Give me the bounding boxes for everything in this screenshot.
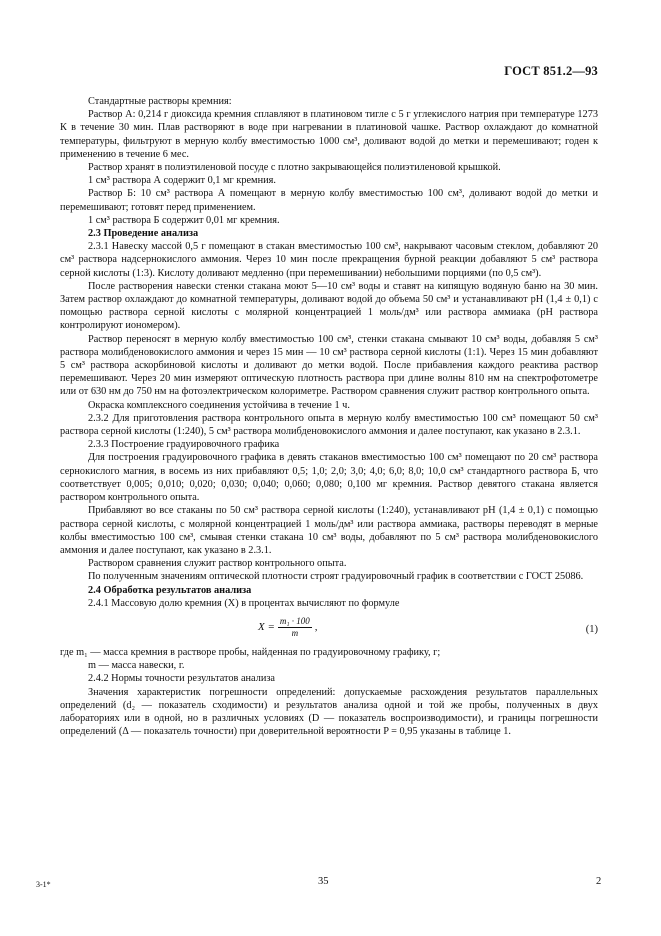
paragraph: 2.3.1 Навеску массой 0,5 г помещают в стакан вместимостью 100 см³, накрывают часовым стеклом, добавляют 20 см³ раствора надсернокислого аммония. Через 10 мин после прекращения бурной реакции добавляют 5 см³ раствора серной кислоты (1:3). Кислоту доливают медленно (при перемешивании) небольшими порциями (по 0,5 см³). [60, 241, 598, 279]
document-body [60, 95, 598, 738]
formula-lhs: X = [258, 620, 275, 633]
section-heading-2-4: 2.4 Обработка результатов анализа [88, 584, 252, 596]
paragraph: По полученным значениям оптической плотности строят градуировочный график в соответствии с ГОСТ 25086. [88, 571, 584, 583]
subsection-title: 2.3.3 Построение градуировочного графика [88, 439, 280, 451]
formula-tail: , [314, 620, 318, 633]
subsection-title: 2.4.2 Нормы точности результатов анализа [88, 673, 275, 685]
page-number: 35 [318, 876, 329, 887]
paragraph: Раствор А: 0,214 г диоксида кремния сплавляют в платиновом тигле с 5 г углекислого натрия при температуре 1273 К в течение 30 мин. Плав растворяют в воде при нагревании в платиновой чашке. Раствор охлаждают до комнатной температуры, фильтруют в мерную колбу вместимостью 1000 см³, доливают водой до метки и перемешивают; годен к применению в течение 6 мес. [60, 109, 598, 160]
paragraph: После растворения навески стенки стакана моют 5—10 см³ воды и ставят на кипящую водяную баню на 30 мин. Затем раствор охлаждают до комнатной температуры, доливают водой до объема 50 см³ и устанавливают рН (1,4 ± 0,1) с помощью раствора серной кислоты с молярной концентрацией 1 моль/дм³ или раствора аммиака (рН раствора контролируют иономером). [60, 280, 598, 332]
sheet-number: 2 [596, 876, 602, 887]
paragraph: 2.4.1 Массовую долю кремния (X) в процентах вычисляют по формуле [88, 597, 400, 609]
paragraph: Раствор хранят в полиэтиленовой посуде с плотно закрывающейся полиэтиленовой крышкой. [88, 162, 501, 174]
paragraph: Прибавляют во все стаканы по 50 см³ раствора серной кислоты (1:240), устанавливают рН (1,4 ± 0,1) с помощью раствора серной кислоты, с молярной концентрацией 1 моль/дм³ или раствора аммиака, растворы переводят в мерные колбы вместимостью 100 см³, смывая стенки стакана 10 см³ воды, добавляют по 5 см³ раствора молибденовокислого аммония и далее поступают, как указано в 2.3.1. [60, 505, 598, 556]
paragraph: 1 см³ раствора А содержит 0,1 мг кремния. [88, 175, 276, 187]
footer-print-mark: 3-1* [36, 880, 51, 889]
paragraph: Раствор Б: 10 см³ раствора А помещают в мерную колбу вместимостью 100 см³, доливают водой до метки и перемешивают; готовят перед применением. [60, 188, 598, 213]
paragraph: 2.3.2 Для приготовления раствора контрольного опыта в мерную колбу вместимостью 100 см³ помещают 50 см³ раствора серной кислоты (1:240), 5 см³ раствора молибденовокислого аммония и далее поступают, как указано в 2.3.1. [60, 412, 598, 438]
formula-definitions [60, 646, 598, 672]
paragraph: Значения характеристик погрешности определений: допускаемые расхождения результатов параллельных определений (d₂ — показатель сходимости) и результатов анализа одной и той же пробы, полученных в двух лабораториях или в одной, но в различных условиях (D — показатель воспроизводимости), и границы погрешности определений (Δ — показатель точности) при доверительной вероятности P = 0,95 указаны в таблице 1. [60, 686, 598, 738]
formula-block [60, 614, 598, 644]
paragraph: 1 см³ раствора Б содержит 0,01 мг кремния. [88, 214, 280, 226]
paragraph: Стандартные растворы кремния: [88, 96, 232, 107]
formula-denominator: m [291, 627, 299, 638]
document-header: ГОСТ 851.2—93 [504, 64, 598, 78]
formula-number: (1) [585, 623, 598, 635]
formula [258, 616, 318, 639]
paragraph: Для построения градуировочного графика в девять стаканов вместимостью 100 см³ помещают по 20 см³ раствора сернокислого магния, в восемь из них прибавляют 0,5; 1,0; 2,0; 3,0; 4,0; 6,0; 8,0; 10,0 см³ стандартного раствора Б, что соответствует 0,005; 0,010; 0,020; 0,030; 0,040; 0,060; 0,080; 0,100 мг кремния. Раствор девятого стакана является раствором контрольного опыта. [60, 452, 598, 504]
section-heading-2-3: 2.3 Проведение анализа [88, 228, 199, 240]
formula-numerator: m₁ · 100 [279, 615, 310, 626]
definition: m — масса навески, г. [88, 660, 185, 672]
paragraph: Раствором сравнения служит раствор контрольного опыта. [88, 558, 347, 570]
paragraph: Раствор переносят в мерную колбу вместимостью 100 см³, стенки стакана смывают 10 см³ воды, добавляя 5 см³ раствора молибденовокислого аммония и через 15 мин — 10 см³ раствора серной кислоты (1:1). Через 15 мин добавляют 5 см³ раствора аскорбиновой кислоты и доливают до метки водой. После прибавления каждого реактива раствор перемешивают. Через 20 мин измеряют оптическую плотность раствора при длине волны 810 нм на спектрофотометре или от 630 нм до 750 нм на фотоэлектрическом колориметре. Раствором сравнения служит раствор контрольного опыта. [60, 333, 598, 398]
definition: где m₁ — масса кремния в растворе пробы, найденная по градуировочному графику, г; [60, 646, 441, 658]
formula-fraction [278, 616, 312, 639]
paragraph: Окраска комплексного соединения устойчива в течение 1 ч. [88, 399, 350, 411]
